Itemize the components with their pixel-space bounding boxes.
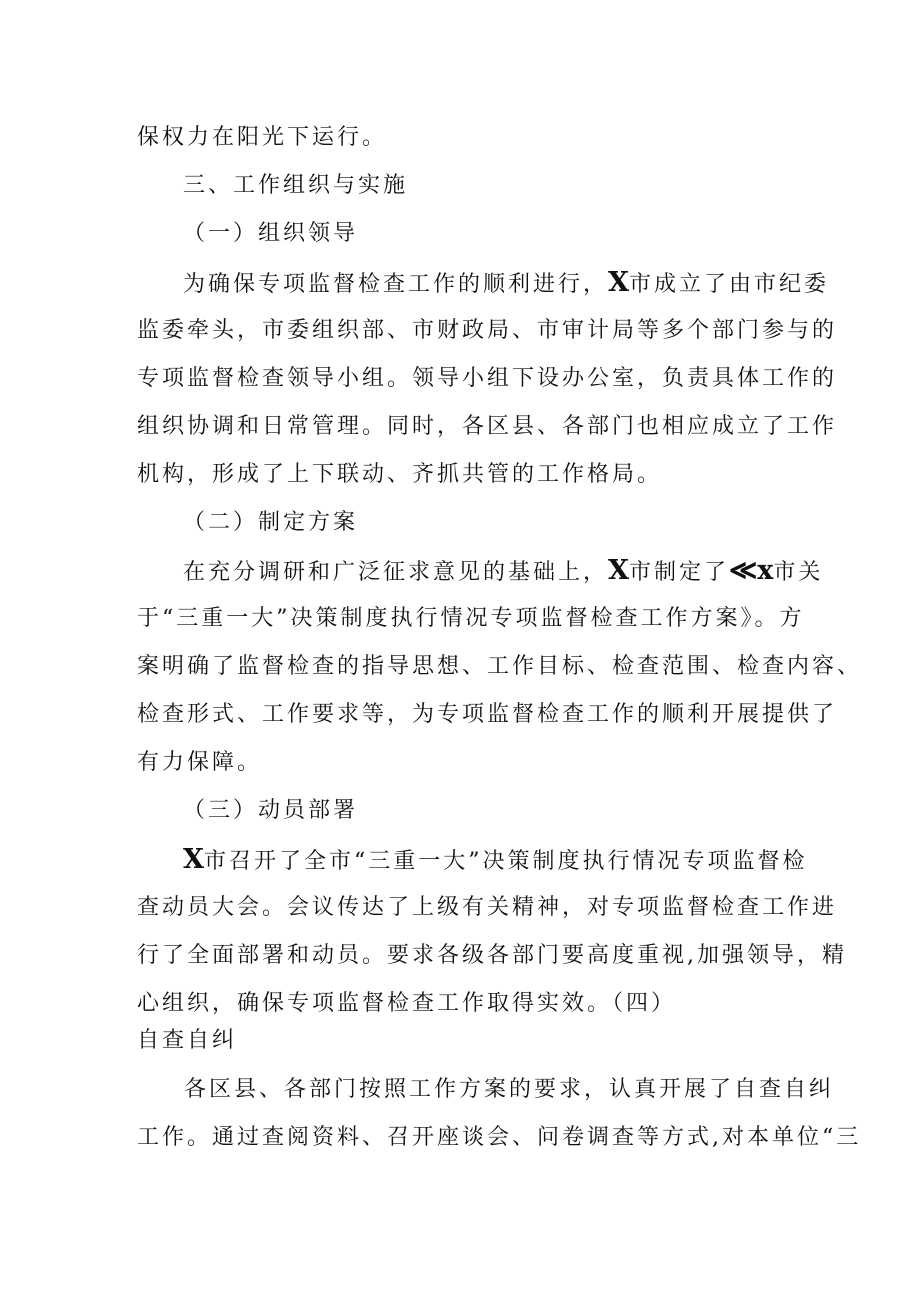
paragraph-line [137, 460, 662, 490]
paragraph-line [137, 989, 676, 1019]
paragraph-line [137, 316, 837, 346]
city-letter: X [608, 555, 629, 586]
text: 工作。通过查阅资料、召开座谈会、问卷调查等方式,对本单位“三 [137, 1125, 862, 1150]
paragraph-line [137, 941, 847, 971]
paragraph-line [137, 123, 387, 153]
text: 组织协调和日常管理。同时，各区县、各部门也相应成立了工作 [137, 414, 838, 439]
paragraph-line [137, 1123, 861, 1153]
paragraph-line [137, 412, 837, 442]
text: （二）制定方案 [183, 510, 359, 535]
paragraph-line [183, 556, 823, 588]
paragraph-line [183, 268, 829, 300]
text: 有力保障。 [137, 750, 263, 775]
text: 在充分调研和广泛征求意见的基础上， [183, 560, 609, 585]
text: 三、工作组织与实施 [183, 173, 409, 198]
paragraph-line [137, 652, 862, 682]
city-letter: X [608, 267, 629, 298]
paragraph-line [137, 893, 837, 923]
text: 检查形式、工作要求等，为专项监督检查工作的顺利开展提供了 [137, 702, 838, 727]
text: 市制定了 [628, 560, 729, 585]
text: 专项监督检查领导小组。领导小组下设办公室，负责具体工作的 [137, 366, 838, 391]
subsection-heading [183, 796, 358, 826]
text: 为确保专项监督检查工作的顺利进行， [183, 272, 609, 297]
text: 各区县、各部门按照工作方案的要求，认真开展了自查自纠 [184, 1077, 835, 1102]
text: （三）动员部署 [183, 798, 359, 823]
paragraph-line [137, 604, 805, 634]
section-heading [183, 171, 408, 201]
text: 市召开了全市“三重一大”决策制度执行情况专项监督检 [203, 849, 808, 874]
text: 监委牵头，市委组织部、市财政局、市审计局等多个部门参与的 [137, 318, 838, 343]
subsection-heading [137, 1026, 237, 1056]
quote-mark-x: ≪x [728, 555, 774, 586]
text: 行了全面部署和动员。要求各级各部门要高度重视,加强领导，精 [137, 943, 847, 968]
subsection-heading [183, 508, 358, 538]
text: 查动员大会。会议传达了上级有关精神，对专项监督检查工作进 [137, 895, 838, 920]
text: （一）组织领导 [183, 221, 359, 246]
text: 于“三重一大”决策制度执行情况专项监督检查工作方案》。方 [137, 606, 805, 631]
text: 保权力在阳光下运行。 [137, 125, 388, 150]
city-letter: X [183, 844, 204, 875]
text: 自查自纠 [137, 1028, 238, 1053]
text: 案明确了监督检查的指导思想、工作目标、检查范围、检查内容、 [137, 654, 863, 679]
paragraph-line [183, 845, 807, 877]
text: 市成立了由市纪委 [628, 272, 829, 297]
text: 机构，形成了上下联动、齐抓共管的工作格局。 [137, 462, 663, 487]
paragraph-line [184, 1075, 834, 1105]
text: 心组织，确保专项监督检查工作取得实效。（四） [137, 991, 677, 1016]
paragraph-line [137, 364, 837, 394]
paragraph-line [137, 700, 837, 730]
paragraph-line [137, 748, 262, 778]
subsection-heading [183, 219, 358, 249]
text: 市关 [773, 560, 824, 585]
